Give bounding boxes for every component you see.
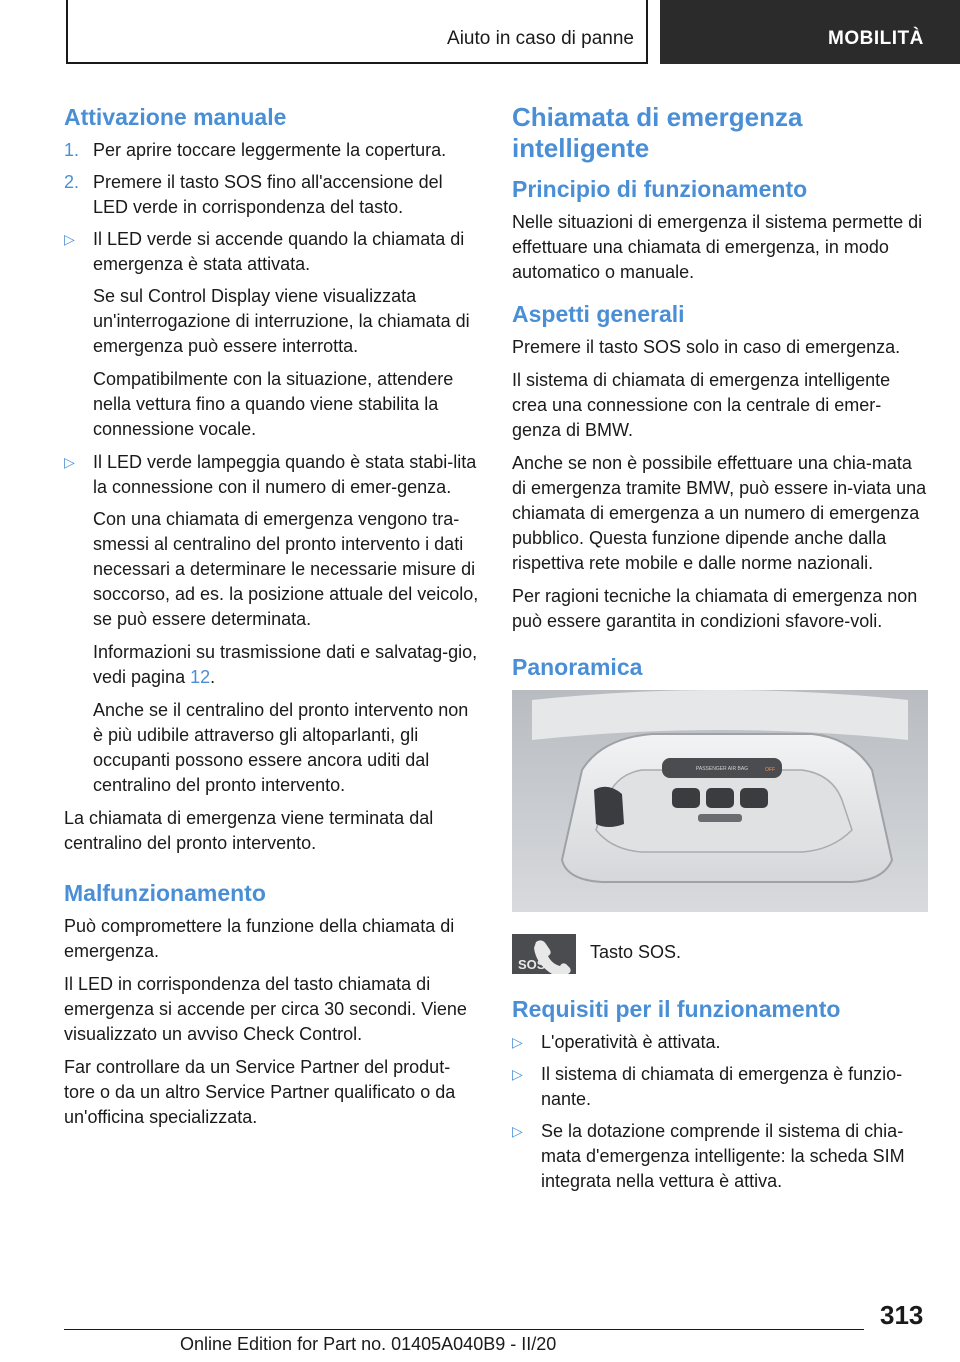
- sos-glyph-text: SOS: [518, 957, 546, 972]
- triangle-bullet-icon: ▷: [512, 1034, 523, 1050]
- paragraph-with-page-ref: [93, 640, 480, 690]
- right-column: [512, 102, 930, 1201]
- paragraph: Compatibilmente con la situazione, attendere nella vettura fino a quando viene stabilita la connessione vocale.: [93, 369, 454, 439]
- step-number: 1.: [64, 140, 80, 160]
- step-2: [64, 170, 480, 220]
- paragraph: Premere il tasto SOS solo in caso di emergenza.: [512, 337, 901, 357]
- paragraph: Anche se il centralino del pronto intervento non è più udibile attraverso gli altoparlanti, gli occupanti possono essere ancora uditi dal centralino del pronto intervento.: [93, 700, 469, 795]
- paragraph: Se sul Control Display viene visualizzata un'interrogazione di interruzione, la chiamata di emergenza può essere interrotta.: [93, 286, 470, 356]
- step-text: Premere il tasto SOS fino all'accensione del LED verde in corrispondenza del tasto.: [93, 172, 443, 217]
- ref-end: .: [210, 667, 216, 687]
- sos-button-icon: [512, 934, 576, 974]
- bullet-led-on: [64, 227, 480, 277]
- bullet-text: Il LED verde lampeggia quando è stata stabi-lita la connessione con il numero di emer-genza.: [93, 452, 477, 497]
- overhead-console-image: [512, 690, 928, 912]
- heading-overview: Panoramica: [512, 654, 643, 680]
- triangle-bullet-icon: ▷: [512, 1123, 523, 1139]
- page-link[interactable]: 12: [190, 667, 211, 687]
- paragraph: Con una chiamata di emergenza vengono tra-smessi al centralino del pronto intervento i dati necessari a determinare le necessarie misure di soccorso, ad es. la posizione attuale del veicolo, se può essere determinata.: [93, 509, 479, 629]
- triangle-bullet-icon: ▷: [64, 454, 75, 470]
- heading-manual-activation: Attivazione manuale: [64, 104, 287, 130]
- heading-general: Aspetti generali: [512, 301, 685, 327]
- requirement-item: [512, 1119, 930, 1194]
- paragraph: Far controllare da un Service Partner del produt-tore o da un altro Service Partner qualificato o da un'officina specializzata.: [64, 1057, 456, 1127]
- header-section-title: Aiuto in caso di panne: [447, 28, 634, 49]
- paragraph: Può compromettere la funzione della chiamata di emergenza.: [64, 916, 455, 961]
- paragraph: La chiamata di emergenza viene terminata dal centralino del pronto intervento.: [64, 808, 434, 853]
- heading-principle: Principio di funzionamento: [512, 176, 808, 202]
- bullet-text: Il sistema di chiamata di emergenza è funzio-nante.: [541, 1064, 903, 1109]
- header-section-box: [66, 0, 648, 64]
- paragraph: Anche se non è possibile effettuare una chia-mata di emergenza tramite BMW, può essere in-viata una chiamata di emergenza a un numero di emergenza pubblico. Questa funzione dipende anche dalla rispettiva rete mobile e dalle norme nazionali.: [512, 453, 927, 573]
- heading-intelligent-emergency-call: Chiamata di emergenza intelligente: [512, 102, 803, 163]
- bullet-text: L'operatività è attivata.: [541, 1032, 721, 1052]
- footer-divider: [64, 1329, 864, 1330]
- paragraph: Nelle situazioni di emergenza il sistema permette di effettuare una chiamata di emergenza, in modo automatico o manuale.: [512, 212, 923, 282]
- footer-edition: Online Edition for Part no. 01405A040B9 - II/20: [180, 1334, 557, 1354]
- requirement-item: [512, 1030, 930, 1055]
- paragraph: Per ragioni tecniche la chiamata di emergenza non può essere garantita in condizioni sfavore-voli.: [512, 586, 918, 631]
- ref-text: Informazioni su trasmissione dati e salvatag-gio, vedi pagina: [93, 642, 478, 687]
- bullet-text: Il LED verde si accende quando la chiamata di emergenza è stata attivata.: [93, 229, 465, 274]
- bullet-led-blink: [64, 450, 480, 500]
- paragraph: Il sistema di chiamata di emergenza intelligente crea una connessione con la centrale di emer-genza di BMW.: [512, 370, 891, 440]
- triangle-bullet-icon: ▷: [512, 1066, 523, 1082]
- sos-button-legend: [512, 928, 930, 974]
- left-column: [64, 102, 480, 1138]
- heading-requirements: Requisiti per il funzionamento: [512, 996, 841, 1022]
- step-text: Per aprire toccare leggermente la copertura.: [93, 140, 447, 160]
- bullet-text: Se la dotazione comprende il sistema di chia-mata d'emergenza intelligente: la scheda SIM integrata nella vettura è attiva.: [541, 1121, 905, 1191]
- airbag-off-label: OFF: [765, 767, 775, 773]
- page-number: 313: [880, 1300, 924, 1330]
- heading-malfunction: Malfunzionamento: [64, 880, 266, 906]
- triangle-bullet-icon: ▷: [64, 231, 75, 247]
- header-chapter-box: [660, 0, 960, 64]
- passenger-airbag-label: PASSENGER AIR BAG: [695, 766, 749, 772]
- paragraph: Il LED in corrispondenza del tasto chiamata di emergenza si accende per circa 30 secondi. Viene visualizzato un avviso Check Control.: [64, 974, 467, 1044]
- header-chapter-title: MOBILITÀ: [828, 28, 924, 49]
- requirement-item: [512, 1062, 930, 1112]
- overhead-console-illustration: [512, 690, 928, 912]
- step-1: [64, 138, 480, 163]
- sos-caption: Tasto SOS.: [590, 942, 682, 962]
- step-number: 2.: [64, 172, 80, 192]
